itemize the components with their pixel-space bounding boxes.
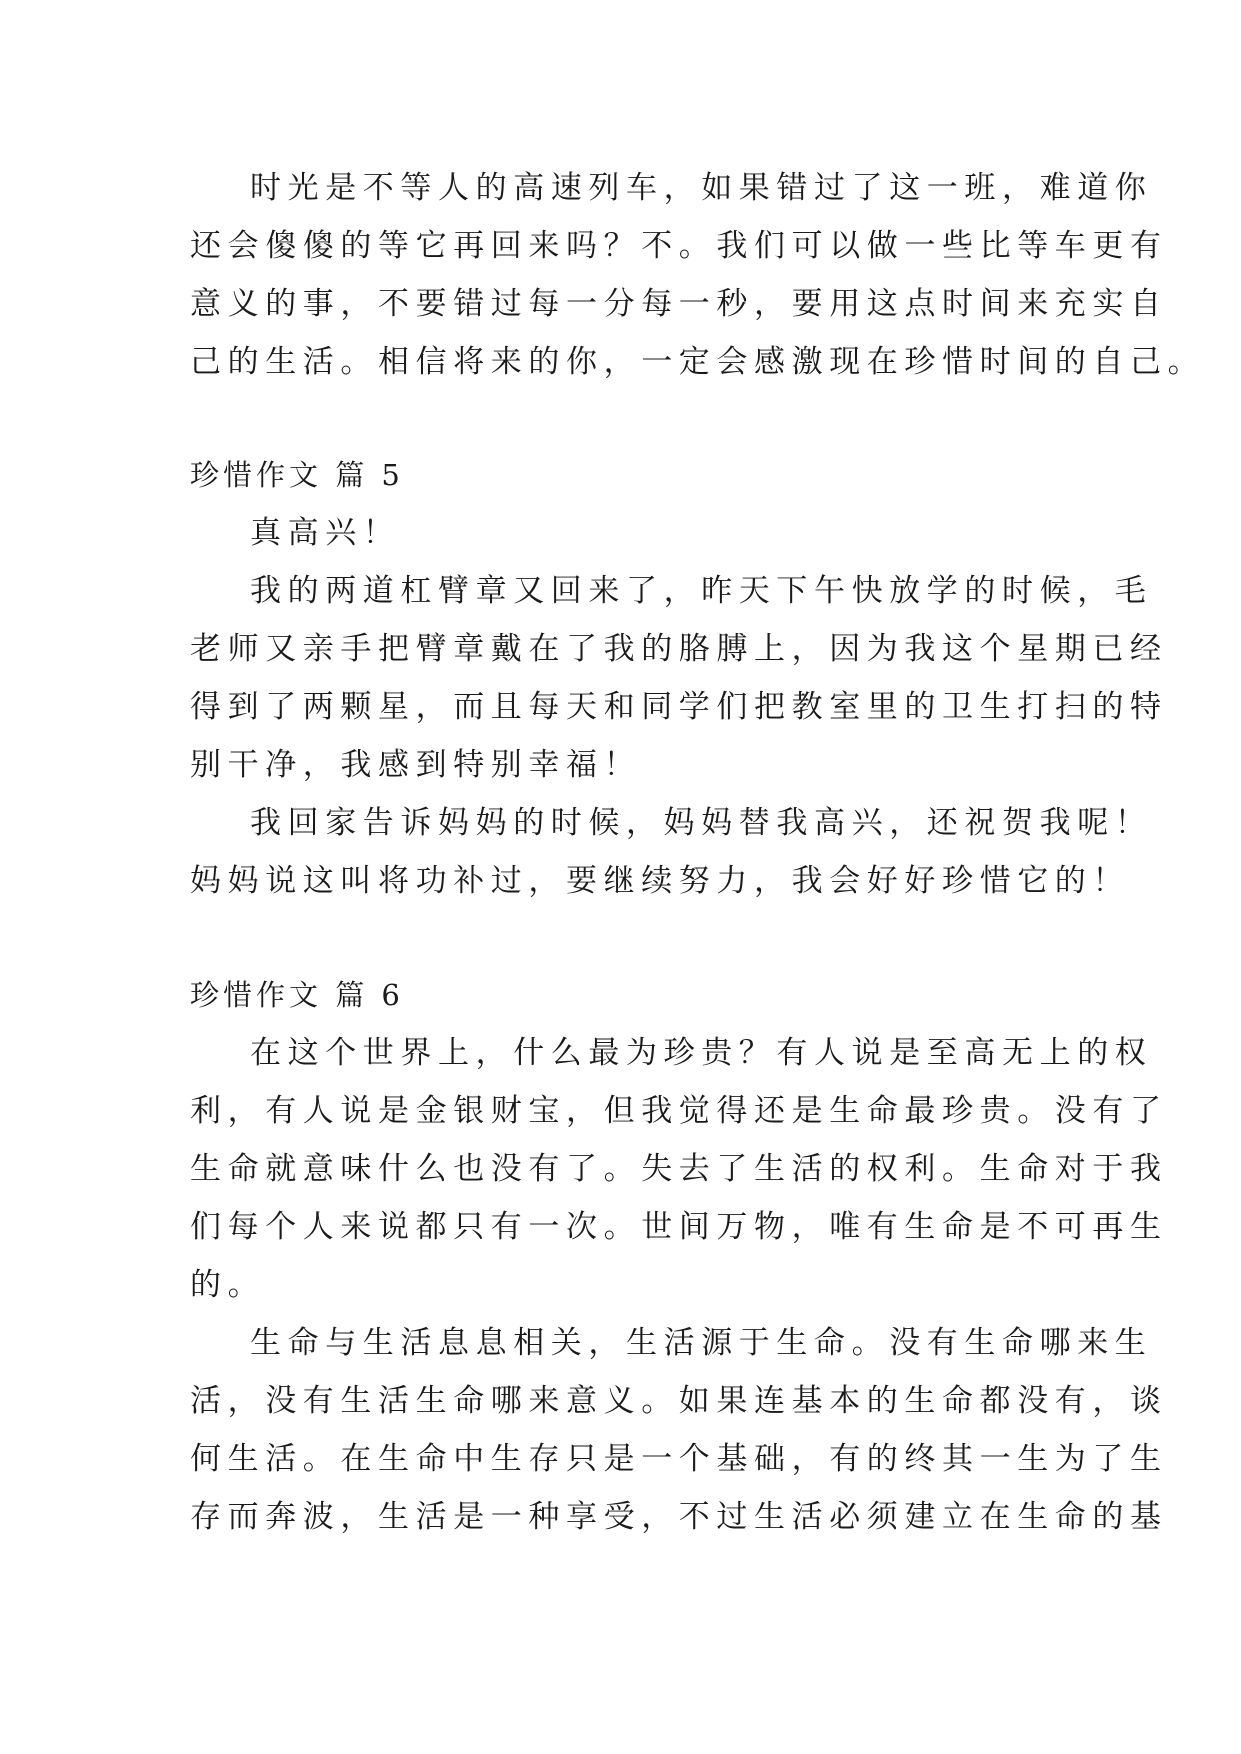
paragraph-line: 还会傻傻的等它再回来吗？不。我们可以做一些比等车更有 [190,228,1168,264]
paragraph-line: 生命与生活息息相关，生活源于生命。没有生命哪来生 [250,1325,1153,1361]
paragraph-line: 存而奔波，生活是一种享受，不过生活必须建立在生命的基 [190,1499,1168,1535]
paragraph-line: 真高兴！ [250,515,401,551]
paragraph-line: 得到了两颗星，而且每天和同学们把教室里的卫生打扫的特 [190,689,1168,725]
paragraph-line: 利，有人说是金银财宝，但我觉得还是生命最珍贵。没有了 [190,1093,1168,1129]
paragraph-line: 别干净，我感到特别幸福！ [190,747,642,783]
paragraph-line: 我回家告诉妈妈的时候，妈妈替我高兴，还祝贺我呢！ [250,805,1153,841]
paragraph-line: 活，没有生活生命哪来意义。如果连基本的生命都没有，谈 [190,1383,1168,1419]
section-heading: 珍惜作文 篇 6 [190,978,404,1012]
paragraph-line: 老师又亲手把臂章戴在了我的胳膊上，因为我这个星期已经 [190,631,1168,667]
paragraph-line: 己的生活。相信将来的你，一定会感激现在珍惜时间的自己。 [190,344,1206,380]
paragraph-line: 意义的事，不要错过每一分每一秒，要用这点时间来充实自 [190,286,1168,322]
paragraph-line: 生命就意味什么也没有了。失去了生活的权利。生命对于我 [190,1151,1168,1187]
paragraph-line: 在这个世界上，什么最为珍贵？有人说是至高无上的权 [250,1035,1153,1071]
paragraph-line: 妈妈说这叫将功补过，要继续努力，我会好好珍惜它的！ [190,863,1130,899]
paragraph-line: 的。 [190,1267,266,1303]
paragraph-line: 我的两道杠臂章又回来了，昨天下午快放学的时候，毛 [250,573,1153,609]
paragraph-line: 时光是不等人的高速列车，如果错过了这一班，难道你 [250,170,1153,206]
paragraph-line: 何生活。在生命中生存只是一个基础，有的终其一生为了生 [190,1441,1168,1477]
section-heading: 珍惜作文 篇 5 [190,458,404,492]
paragraph-line: 们每个人来说都只有一次。世间万物，唯有生命是不可再生 [190,1209,1168,1245]
